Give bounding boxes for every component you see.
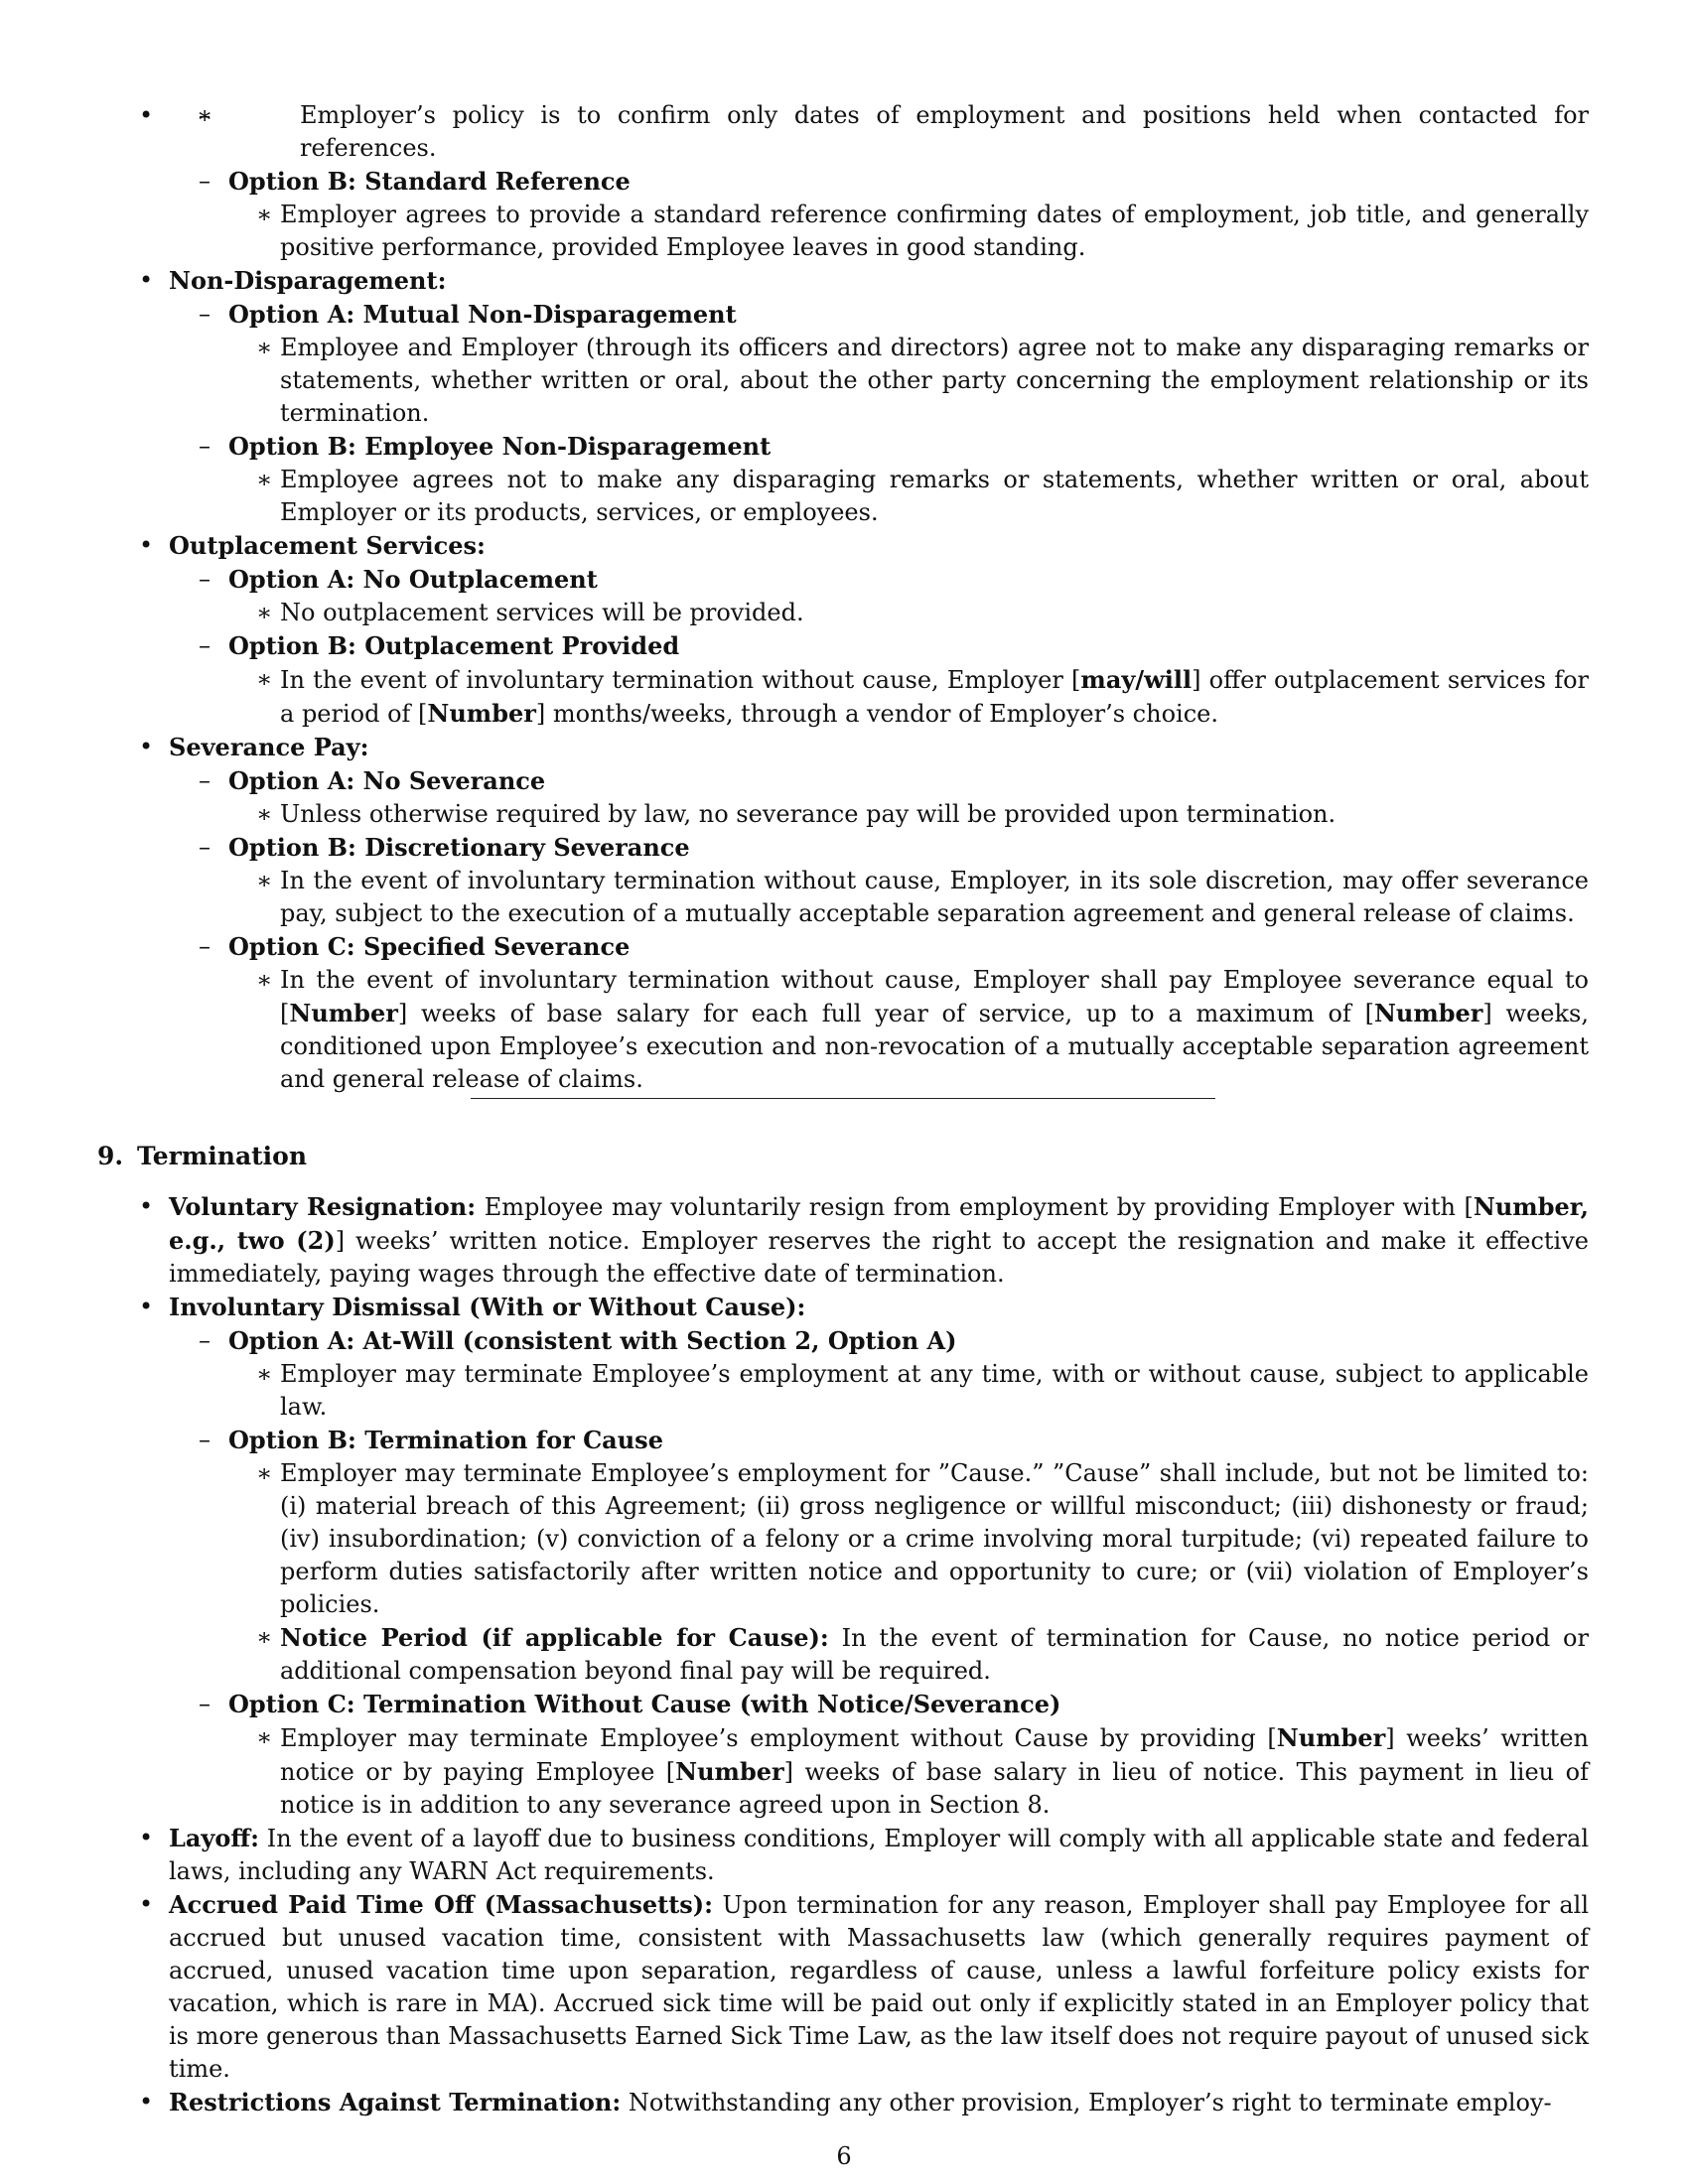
clause-heading: Non-Disparagement:: [169, 266, 447, 295]
section-number: 9.: [97, 1142, 124, 1170]
option-text: ∗ In the event of involuntary termination without cause, Employer shall pay Employee severance equal to [Number] weeks of base salary for each full year of service, up to a maximum of [Number] weeks, conditioned upon Employee’s execution and non-revocation of a mutually acceptable separation agreement and general release of claims.: [228, 964, 1589, 1096]
references-option-b: [169, 165, 1589, 264]
page-number: 6: [836, 2142, 852, 2170]
restrictions-item: • Restrictions Against Termination: Notwithstanding any other provision, Employer’s right to terminate employ-: [97, 2086, 1589, 2119]
references-option-a-text: [169, 99, 1589, 165]
option-text: ∗ Employee agrees not to make any disparaging remarks or statements, whether written or oral, about Employer or its products, services, or employees.: [228, 464, 1589, 529]
clause-heading: Outplacement Services:: [169, 531, 486, 560]
clause-heading: Severance Pay:: [169, 733, 369, 761]
option-label: Option A: At-Will (consistent with Section 2, Option A): [228, 1326, 957, 1355]
voluntary-resignation-item: • Voluntary Resignation: Employee may voluntarily resign from employment by providing Employer with [Number, e.g., two (2)] weeks’ written notice. Employer reserves the right to accept the resignation and make it effective immediately, paying wages through the effective date of termination.: [97, 1190, 1589, 1291]
option-label: Option A: No Severance: [228, 766, 546, 795]
references-item: [97, 99, 1589, 264]
severance-option-b: [169, 831, 1589, 930]
outplacement-option-b: [169, 629, 1589, 731]
section-8-continued: [97, 99, 1589, 1096]
non-disparagement-option-a: [169, 298, 1589, 430]
outplacement-item: [97, 529, 1589, 731]
clause-label: Restrictions Against Termination:: [169, 2088, 622, 2116]
option-text: ∗ No outplacement services will be provided.: [228, 597, 1589, 629]
option-text: ∗ In the event of involuntary termination without cause, Employer, in its sole discretion, may offer severance pay, subject to the execution of a mutually acceptable separation agreement and general release of claims.: [228, 865, 1589, 930]
option-label: Option A: No Outplacement: [228, 565, 598, 594]
placeholder-field: Number: [675, 1757, 784, 1786]
placeholder-field: Number: [289, 999, 398, 1027]
section-divider: [471, 1098, 1215, 1099]
section-title: Termination: [137, 1142, 308, 1170]
option-label: Option A: Mutual Non-Disparagement: [228, 300, 737, 329]
section-9-body: [97, 1190, 1589, 2119]
severance-option-a: [169, 764, 1589, 831]
clause-label: Layoff:: [169, 1824, 259, 1852]
option-text: ∗ Employee and Employer (through its officers and directors) agree not to make any disparaging remarks or statements, whether written or oral, about the other party concerning the employment relationship or its termination.: [228, 332, 1589, 430]
termination-option-c: [169, 1688, 1589, 1822]
severance-item: [97, 731, 1589, 1096]
involuntary-dismissal-item: [97, 1291, 1589, 1822]
option-label: Option B: Termination for Cause: [228, 1426, 663, 1454]
option-label: Option B: Employee Non-Disparagement: [228, 432, 772, 461]
references-option-b-text: ∗ Employer agrees to provide a standard reference confirming dates of employment, job title, and generally positive performance, provided Employee leaves in good standing.: [228, 199, 1589, 264]
option-text: ∗ Employer may terminate Employee’s employment at any time, with or without cause, subject to applicable law.: [228, 1358, 1589, 1424]
outplacement-option-a: [169, 563, 1589, 629]
references-option-a: [169, 99, 1589, 165]
clause-heading: Involuntary Dismissal (With or Without Cause):: [169, 1293, 806, 1321]
placeholder-field: may/will: [1080, 665, 1193, 694]
bullet-text: Employer’s policy is to confirm only dates of employment and positions held when contacted for references.: [300, 101, 1589, 162]
clause-label: Voluntary Resignation:: [169, 1192, 477, 1221]
non-disparagement-option-b: [169, 430, 1589, 529]
clause-list: [97, 99, 1589, 1096]
layoff-item: • Layoff: In the event of a layoff due to business conditions, Employer will comply with all applicable state and federal laws, including any WARN Act requirements.: [97, 1822, 1589, 1888]
termination-option-b: [169, 1424, 1589, 1688]
section-9-heading: [97, 1142, 307, 1170]
option-text: ∗ Employer may terminate Employee’s employment for ”Cause.” ”Cause” shall include, but not be limited to: (i) material breach of this Agreement; (ii) gross negligence or willful misconduct; (iii) dishonesty or fraud; (iv) insubordination; (v) conviction of a felony or a crime involving moral turpitude; (vi) repeated failure to perform duties satisfactorily after written notice and opportunity to cure; or (vii) violation of Employer’s policies.: [228, 1457, 1589, 1621]
placeholder-field: Number: [1373, 999, 1483, 1027]
option-label: Option C: Termination Without Cause (with Notice/Severance): [228, 1690, 1061, 1718]
option-label: Option B: Standard Reference: [228, 167, 631, 196]
option-label: Option B: Outplacement Provided: [228, 631, 680, 660]
placeholder-field: Number: [1276, 1723, 1386, 1752]
severance-option-c: [169, 930, 1589, 1096]
placeholder-field: Number: [427, 699, 536, 728]
option-label: Option B: Discretionary Severance: [228, 833, 690, 862]
accrued-pto-item: • Accrued Paid Time Off (Massachusetts): Upon termination for any reason, Employer shall pay Employee for all accrued but unused vacation time, consistent with Massachusetts law (which generally requires payment of accrued, unused vacation time upon separation, regardless of cause, unless a lawful forfeiture policy exists for vacation, which is rare in MA). Accrued sick time will be paid out only if explicitly stated in an Employer policy that is more generous than Massachusetts Earned Sick Time Law, as the law itself does not require payout of unused sick time.: [97, 1888, 1589, 2086]
clause-label: Accrued Paid Time Off (Massachusetts):: [169, 1890, 714, 1919]
option-text: ∗ Employer may terminate Employee’s employment without Cause by providing [Number] weeks’ written notice or by paying Employee [Number] weeks of base salary in lieu of notice. This payment in lieu of notice is in addition to any severance agreed upon in Section 8.: [228, 1721, 1589, 1822]
notice-period-text: ∗ Notice Period (if applicable for Cause): In the event of termination for Cause, no notice period or additional compensation beyond final pay will be required.: [228, 1621, 1589, 1688]
placeholder-field: Number, e.g., two (2): [169, 1192, 1590, 1255]
termination-list: [97, 1190, 1589, 2119]
option-text: ∗ In the event of involuntary termination without cause, Employer [may/will] offer outplacement services for a period of [Number] months/weeks, through a vendor of Employer’s choice.: [228, 663, 1589, 731]
option-label: Option C: Specified Severance: [228, 932, 631, 961]
non-disparagement-item: [97, 264, 1589, 529]
clause-label: Notice Period (if applicable for Cause):: [280, 1623, 829, 1652]
option-text: ∗ Unless otherwise required by law, no severance pay will be provided upon termination.: [228, 798, 1589, 831]
termination-option-a: [169, 1324, 1589, 1424]
